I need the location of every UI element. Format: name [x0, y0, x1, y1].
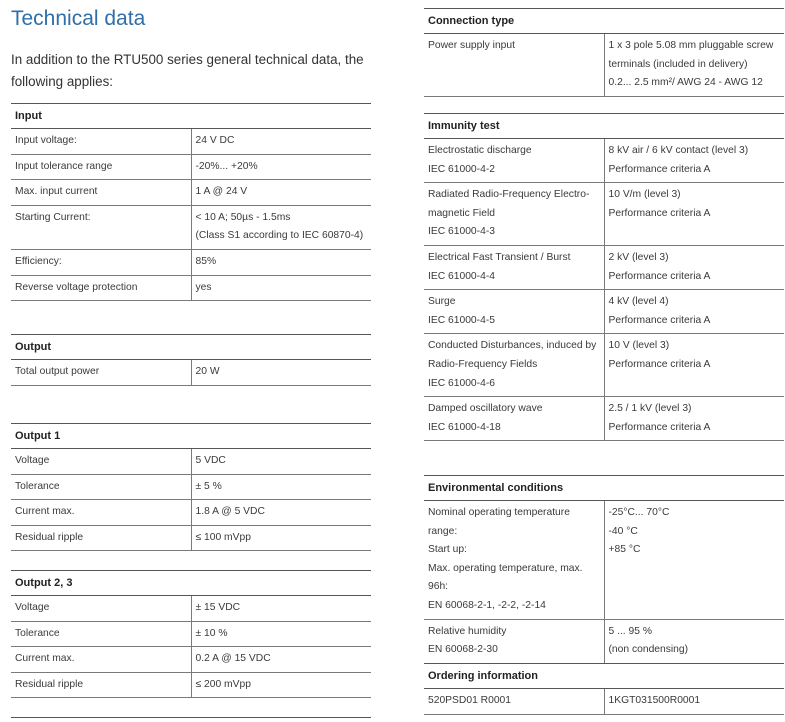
parameter-text: Starting Current:	[15, 211, 91, 223]
spec-table	[11, 570, 371, 698]
table-row	[11, 525, 371, 551]
spec-table	[11, 103, 371, 301]
parameter-text: Voltage	[15, 602, 50, 613]
parameter-text: Start up:	[428, 544, 467, 556]
spec-table	[11, 334, 371, 386]
value-text: Performance criteria A	[608, 358, 711, 370]
parameter-text: Total output power	[15, 366, 100, 377]
parameter-text: Current max.	[15, 653, 75, 665]
parameter-text: magnetic Field	[428, 207, 495, 219]
left-column	[11, 0, 371, 690]
value-cell	[604, 139, 784, 183]
value-cell	[191, 205, 371, 249]
parameter-cell	[424, 139, 604, 183]
value-text: 1 x 3 pole 5.08 mm pluggable screw	[608, 40, 774, 51]
value-cell	[604, 183, 784, 246]
spec-section-immunity-test	[424, 113, 784, 441]
table-row	[11, 129, 371, 154]
bottom-rule	[11, 717, 371, 718]
parameter-cell	[11, 360, 191, 385]
value-cell	[191, 449, 371, 474]
value-text: Performance criteria A	[608, 314, 711, 326]
value-text: < 10 A; 50µs - 1.5ms	[195, 211, 291, 223]
value-text: 10 V (level 3)	[608, 340, 670, 352]
section-heading: Input	[11, 103, 371, 129]
spec-table	[424, 8, 784, 97]
value-text: 10 V/m (level 3)	[608, 189, 681, 201]
parameter-cell	[11, 275, 191, 301]
spec-table	[424, 663, 784, 715]
table-row	[424, 245, 784, 289]
parameter-text: 96h:	[428, 581, 449, 593]
value-cell	[191, 596, 371, 621]
value-text: 2.5 / 1 kV (level 3)	[608, 403, 692, 415]
section-heading: Output 1	[11, 423, 371, 449]
value-text: 0.2 A @ 15 VDC	[195, 653, 271, 665]
section-heading: Ordering information	[424, 663, 784, 689]
parameter-cell	[424, 689, 604, 714]
table-row	[11, 621, 371, 647]
parameter-cell	[424, 34, 604, 96]
value-cell	[191, 500, 371, 526]
table-row	[424, 397, 784, 441]
parameter-cell	[11, 474, 191, 500]
table-row	[424, 689, 784, 714]
spec-section-environmental-conditions	[424, 475, 784, 664]
value-text: 85%	[195, 255, 217, 267]
parameter-text: Surge	[428, 296, 456, 308]
value-text: yes	[195, 281, 212, 293]
value-cell	[604, 689, 784, 714]
value-text: Performance criteria A	[608, 163, 711, 175]
section-heading: Output	[11, 334, 371, 360]
value-text: ≤ 100 mVpp	[195, 531, 251, 543]
parameter-text: Damped oscillatory wave	[428, 403, 543, 415]
table-row	[11, 154, 371, 180]
parameter-cell	[424, 334, 604, 397]
value-text: 5 VDC	[195, 455, 226, 466]
parameter-text: Current max.	[15, 506, 75, 518]
value-text: ≤ 200 mVpp	[195, 678, 251, 690]
table-row	[424, 334, 784, 397]
parameter-text: Voltage	[15, 455, 50, 466]
value-text: -40 °C	[608, 525, 638, 537]
value-text: +85 °C	[608, 544, 641, 556]
table-row	[424, 183, 784, 246]
value-text: 2 kV (level 3)	[608, 251, 669, 263]
spec-section-output-2-3	[11, 570, 371, 698]
table-row	[11, 180, 371, 206]
value-cell	[191, 621, 371, 647]
parameter-text: Input voltage:	[15, 135, 77, 146]
table-row	[424, 290, 784, 334]
parameter-cell	[11, 596, 191, 621]
value-text: Performance criteria A	[608, 207, 711, 219]
value-cell	[604, 245, 784, 289]
parameter-text: Max. input current	[15, 186, 98, 198]
section-heading: Environmental conditions	[424, 475, 784, 501]
value-cell	[191, 249, 371, 275]
section-heading: Immunity test	[424, 113, 784, 139]
parameter-cell	[11, 621, 191, 647]
value-text: ± 5 %	[195, 480, 222, 492]
table-row	[11, 205, 371, 249]
parameter-text: Residual ripple	[15, 531, 84, 543]
value-text: ± 15 VDC	[195, 602, 241, 613]
spec-section-connection-type	[424, 8, 784, 97]
parameter-text: IEC 61000-4-4	[428, 270, 495, 282]
parameter-cell	[424, 501, 604, 619]
parameter-cell	[11, 154, 191, 180]
table-row	[424, 501, 784, 619]
parameter-text: Electrical Fast Transient / Burst	[428, 251, 571, 263]
spec-table	[11, 423, 371, 551]
table-row	[424, 34, 784, 96]
value-cell	[604, 397, 784, 441]
value-text: -25°C... 70°C	[608, 507, 670, 518]
spec-section-ordering-information	[424, 663, 784, 715]
value-cell	[191, 129, 371, 154]
table-row	[11, 672, 371, 698]
value-text: 0.2... 2.5 mm²/ AWG 24 - AWG 12	[608, 77, 763, 89]
parameter-text: Conducted Disturbances, induced by	[428, 340, 597, 352]
value-text: 5 ... 95 %	[608, 625, 653, 637]
table-row	[11, 449, 371, 474]
value-cell	[604, 34, 784, 96]
section-heading: Connection type	[424, 8, 784, 34]
table-row	[11, 275, 371, 301]
parameter-text: IEC 61000-4-2	[428, 163, 495, 175]
parameter-cell	[424, 183, 604, 246]
value-cell	[191, 647, 371, 673]
value-text: 4 kV (level 4)	[608, 296, 669, 308]
value-cell	[191, 275, 371, 301]
parameter-cell	[11, 672, 191, 698]
value-text: Performance criteria A	[608, 270, 711, 282]
table-row	[11, 474, 371, 500]
spec-table	[424, 113, 784, 441]
parameter-cell	[11, 449, 191, 474]
table-row	[11, 647, 371, 673]
spec-section-output	[11, 334, 371, 386]
value-text: 8 kV air / 6 kV contact (level 3)	[608, 145, 749, 156]
spec-section-output-1	[11, 423, 371, 551]
parameter-cell	[424, 290, 604, 334]
parameter-cell	[11, 129, 191, 154]
parameter-cell	[424, 245, 604, 289]
value-cell	[191, 672, 371, 698]
parameter-text: Reverse voltage protection	[15, 281, 138, 293]
value-cell	[191, 180, 371, 206]
value-text: Performance criteria A	[608, 421, 711, 433]
table-row	[11, 249, 371, 275]
parameter-text: IEC 61000-4-18	[428, 421, 501, 433]
spec-table	[424, 475, 784, 664]
value-text: 24 V DC	[195, 135, 235, 146]
parameter-text: Relative humidity	[428, 625, 507, 637]
parameter-cell	[424, 619, 604, 663]
value-text: terminals (included in delivery)	[608, 58, 748, 70]
parameter-text: Tolerance	[15, 480, 60, 492]
table-row	[11, 360, 371, 385]
parameter-text: IEC 61000-4-3	[428, 226, 495, 238]
value-cell	[604, 501, 784, 619]
parameter-cell	[11, 500, 191, 526]
value-text: 1KGT031500R0001	[608, 695, 701, 706]
value-text: 20 W	[195, 366, 220, 377]
parameter-cell	[11, 205, 191, 249]
parameter-text: Efficiency:	[15, 255, 62, 267]
value-cell	[191, 360, 371, 385]
parameter-text: Nominal operating temperature range:	[428, 507, 570, 537]
value-cell	[604, 334, 784, 397]
spec-section-input	[11, 103, 371, 301]
parameter-text: Electrostatic discharge	[428, 145, 532, 156]
parameter-text: EN 60068-2-30	[428, 644, 498, 656]
value-text: ± 10 %	[195, 627, 228, 639]
table-row	[424, 619, 784, 663]
page-title: Technical data	[11, 7, 146, 30]
parameter-text: Residual ripple	[15, 678, 84, 690]
value-cell	[604, 619, 784, 663]
table-row	[11, 500, 371, 526]
value-text: 1 A @ 24 V	[195, 186, 248, 198]
value-cell	[604, 290, 784, 334]
section-heading: Output 2, 3	[11, 570, 371, 596]
table-row	[424, 139, 784, 183]
parameter-text: IEC 61000-4-6	[428, 377, 495, 389]
value-text: -20%... +20%	[195, 160, 258, 172]
parameter-text: Max. operating temperature, max.	[428, 562, 583, 574]
parameter-text: 520PSD01 R0001	[428, 695, 512, 706]
parameter-cell	[11, 647, 191, 673]
value-cell	[191, 154, 371, 180]
value-text: (Class S1 according to IEC 60870-4)	[195, 230, 364, 242]
parameter-text: Power supply input	[428, 40, 516, 51]
intro-text: In addition to the RTU500 series general technical data, the following applies:	[11, 52, 364, 89]
value-text: (non condensing)	[608, 644, 689, 656]
value-cell	[191, 474, 371, 500]
table-row	[11, 596, 371, 621]
parameter-text: Tolerance	[15, 627, 60, 639]
parameter-text: IEC 61000-4-5	[428, 314, 495, 326]
parameter-text: Radiated Radio-Frequency Electro-	[428, 189, 590, 201]
parameter-cell	[424, 397, 604, 441]
value-text: 1.8 A @ 5 VDC	[195, 506, 265, 518]
parameter-cell	[11, 249, 191, 275]
parameter-text: EN 60068-2-1, -2-2, -2-14	[428, 599, 546, 611]
parameter-text: Input tolerance range	[15, 160, 113, 172]
value-cell	[191, 525, 371, 551]
parameter-cell	[11, 180, 191, 206]
parameter-text: Radio-Frequency Fields	[428, 358, 538, 370]
parameter-cell	[11, 525, 191, 551]
